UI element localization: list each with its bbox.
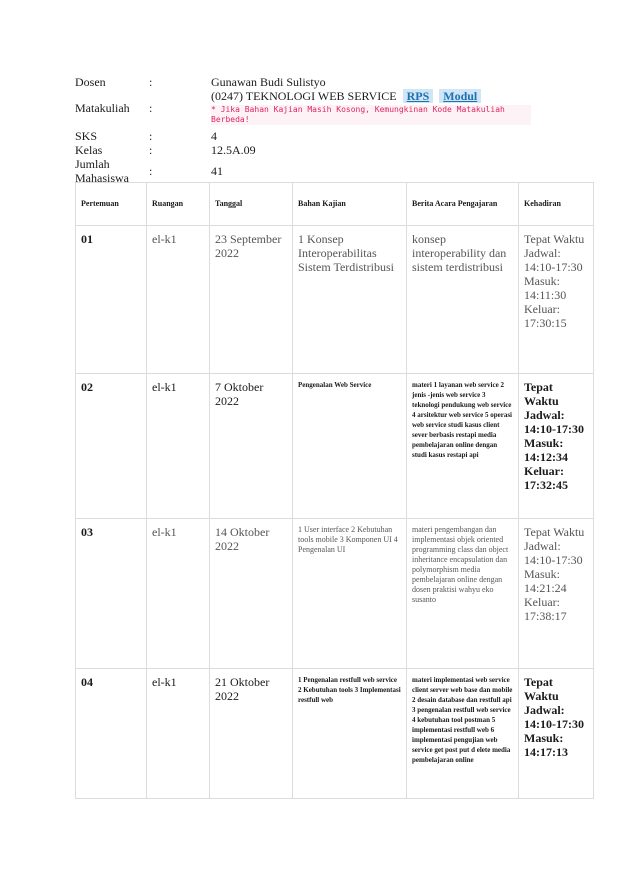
course-info [75, 75, 545, 185]
colon: : [149, 75, 153, 89]
col-header-bahan-kajian: Bahan Kajian [293, 183, 407, 226]
masuk-label: Masuk: [524, 731, 564, 745]
bahan-cell: Pengenalan Web Service [293, 374, 407, 519]
kelas-value: 12.5A.09 [211, 143, 256, 157]
keluar-value: 17:32:45 [524, 478, 568, 492]
masuk-value: 14:21:24 [524, 581, 567, 595]
dosen-value: Gunawan Budi Sulistyo [211, 75, 326, 89]
keluar-label: Keluar: [524, 302, 560, 316]
table-row [76, 669, 594, 799]
jumlah-row [75, 157, 545, 185]
col-header-berita-acara: Berita Acara Pengajaran [407, 183, 519, 226]
ruangan-cell: el-k1 [147, 226, 210, 374]
colon: : [149, 101, 153, 115]
keluar-label: Keluar: [524, 595, 560, 609]
pertemuan-cell: 02 [76, 374, 147, 519]
tanggal-cell: 21 Oktober 2022 [210, 669, 293, 799]
col-header-pertemuan: Pertemuan [76, 183, 147, 226]
ruangan-cell: el-k1 [147, 669, 210, 799]
kode-warning [211, 105, 531, 125]
matakuliah-value: (0247) TEKNOLOGI WEB SERVICE [211, 89, 397, 103]
masuk-value: 14:12:34 [524, 450, 568, 464]
jumlah-label [75, 157, 129, 185]
masuk-label: Masuk: [524, 274, 560, 288]
status-text: Tepat Waktu [524, 232, 585, 246]
tanggal-cell: 14 Oktober 2022 [210, 519, 293, 669]
col-header-kehadiran: Kehadiran [519, 183, 594, 226]
masuk-value: 14:11:30 [524, 288, 567, 302]
keluar-value: 17:38:17 [524, 609, 567, 623]
tanggal-cell: 23 September 2022 [210, 226, 293, 374]
sks-row [75, 129, 545, 143]
tanggal-cell: 7 Oktober 2022 [210, 374, 293, 519]
dosen-label: Dosen [75, 75, 106, 89]
colon: : [149, 143, 153, 157]
matakuliah-row [75, 89, 545, 101]
jadwal-label: Jadwal: [524, 408, 565, 422]
berita-cell: materi 1 layanan web service 2 jenis -jenis web service 3 teknologi pendukung web service 4 arsitektur web service 5 operasi web service studi kasus client sever berbasis restapi media pembelajaran online dengan studi kasus restapi api [407, 374, 519, 519]
jadwal-value: 14:10-17:30 [524, 260, 583, 274]
matakuliah-label: Matakuliah [75, 101, 130, 115]
masuk-value: 14:17:13 [524, 745, 568, 759]
ruangan-cell: el-k1 [147, 519, 210, 669]
jadwal-value: 14:10-17:30 [524, 422, 584, 436]
masuk-label: Masuk: [524, 436, 564, 450]
berita-cell: konsep interoperability dan sistem terdistribusi [407, 226, 519, 374]
jadwal-value: 14:10-17:30 [524, 553, 583, 567]
keluar-value: 17:30:15 [524, 316, 567, 330]
berita-cell: materi implementasi web service client server web base dan mobile 2 desain database dan restfull api 3 pengenalan restfull web service 4 kebutuhan tool postman 5 implementasi restfull web 6 implementasi pengujian web service get post put d elete media pembelajaran online [407, 669, 519, 799]
kehadiran-cell [519, 519, 594, 669]
dosen-row [75, 75, 545, 89]
warning-text: Jika Bahan Kajian Masih Kosong, Kemungkinan Kode Matakuliah Berbeda! [211, 105, 505, 124]
rps-link[interactable]: RPS [403, 89, 434, 103]
modul-link[interactable]: Modul [439, 89, 481, 103]
jumlah-value: 41 [211, 164, 223, 178]
kehadiran-cell [519, 374, 594, 519]
jadwal-value: 14:10-17:30 [524, 717, 584, 731]
table-row [76, 226, 594, 374]
masuk-label: Masuk: [524, 567, 560, 581]
status-text: Tepat Waktu [524, 380, 559, 408]
bahan-cell: 1 User interface 2 Kebutuhan tools mobile 3 Komponen UI 4 Pengenalan UI [293, 519, 407, 669]
schedule-table [75, 182, 594, 799]
table-row [76, 519, 594, 669]
jadwal-label: Jadwal: [524, 539, 561, 553]
keluar-label: Keluar: [524, 464, 564, 478]
kehadiran-cell [519, 669, 594, 799]
jadwal-label: Jadwal: [524, 703, 565, 717]
status-text: Tepat Waktu [524, 675, 559, 703]
colon: : [149, 164, 153, 178]
kehadiran-cell [519, 226, 594, 374]
bahan-cell: 1 Konsep Interoperabilitas Sistem Terdistribusi [293, 226, 407, 374]
col-header-tanggal: Tanggal [210, 183, 293, 226]
berita-cell: materi pengembangan dan implementasi objek oriented programming class dan object inheritance encapsulation dan polymorphism media pembelajaran online dengan dosen praktisi wahyu eko susanto [407, 519, 519, 669]
warning-prefix: * [211, 105, 216, 114]
pertemuan-cell: 03 [76, 519, 147, 669]
status-text: Tepat Waktu [524, 525, 585, 539]
colon: : [149, 129, 153, 143]
pertemuan-cell: 01 [76, 226, 147, 374]
table-row [76, 374, 594, 519]
ruangan-cell: el-k1 [147, 374, 210, 519]
jumlah-label-2: Mahasiswa [75, 171, 129, 185]
sks-label: SKS [75, 129, 98, 143]
kelas-label: Kelas [75, 143, 103, 157]
jadwal-label: Jadwal: [524, 246, 561, 260]
pertemuan-cell: 04 [76, 669, 147, 799]
bahan-cell: 1 Pengenalan restfull web service 2 Kebutuhan tools 3 Implementasi restfull web [293, 669, 407, 799]
jumlah-label-1: Jumlah [75, 157, 110, 171]
col-header-ruangan: Ruangan [147, 183, 210, 226]
table-header-row [76, 183, 594, 226]
kelas-row [75, 143, 545, 157]
sks-value: 4 [211, 129, 217, 143]
